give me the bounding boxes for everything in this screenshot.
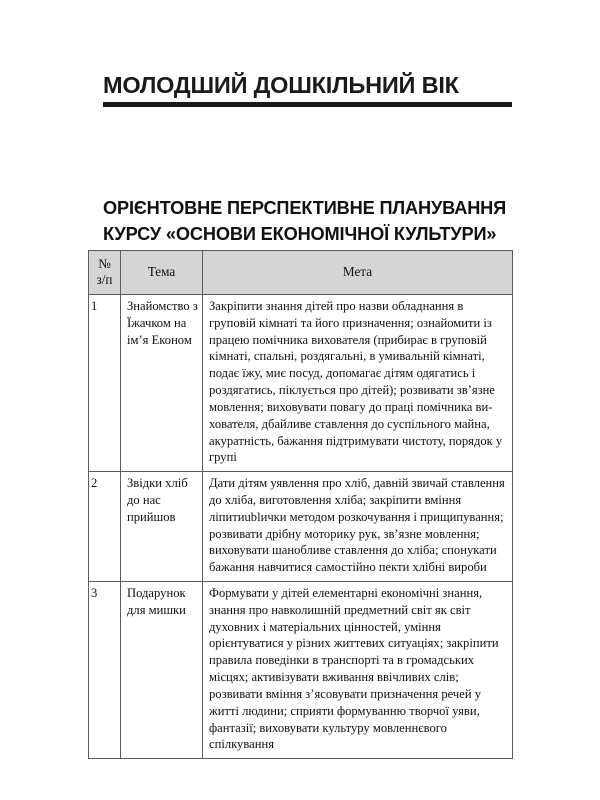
column-header-goal: Мета [203, 251, 513, 295]
column-header-number-line-1: № [98, 256, 111, 272]
cell-goal: Формувати у дітей елементарні економічні знання, знання про навколишній предметний світ як світ духовних і матеріальних цінностей, уміння орієнтуватися у різних життевих ситуаціях; закріпити правила поведінки в транспорті та в громадських місцях; активізувати вживання ввічливих слів; розвивати вміння з’ясовувати призначення речей у житті людини; сприяти формуванню творчої уяви, фантазії; виховувати культуру мовленнєвого спілкування [203, 582, 513, 759]
cell-goal: Закріпити знання дітей про назви обладнання в груповій кімнаті та його призначення; ознайомити із працею помічника вихователя (прибирає в груповій кімнаті, спальні, роздягальні, в умивальній кімнаті, подає їжу, миє посуд, допомагає дітям одягатись і роздягатись, піклується про дітей); розвивати зв’язне мовлення; виховувати повагу до праці помічника вихователя, дбайливе ставлення до суспільного майна, акуратність, бажання підтримувати чистоту, порядок у групі [203, 295, 513, 472]
cell-number: 1 [89, 295, 121, 472]
table-header-row [89, 251, 513, 295]
page-title-line-2: КУРСУ «ОСНОВИ ЕКОНОМІЧНОЇ КУЛЬТУРИ» [103, 223, 497, 244]
cell-theme: Подарунок для мишки [121, 582, 203, 759]
running-head [103, 72, 512, 107]
planning-table [88, 250, 513, 759]
page-title [103, 196, 513, 248]
table-row [89, 582, 513, 759]
column-header-theme: Тема [121, 251, 203, 295]
cell-theme: Знайомство з Їжачком на ім’я Економ [121, 295, 203, 472]
table-header [89, 251, 513, 295]
page-title-line-1: ОРІЄНТОВНЕ ПЕРСПЕКТИВНЕ ПЛАНУВАННЯ [103, 198, 507, 218]
column-header-number-line-2: з/п [96, 272, 113, 287]
column-header-number [89, 251, 121, 295]
running-head-title: МОЛОДШИЙ ДОШКІЛЬНИЙ ВІК [103, 72, 459, 98]
cell-number: 2 [89, 472, 121, 582]
running-head-rule [103, 102, 512, 107]
cell-goal: Дати дітям уявлення про хліб, давній звичай ставлення до хліба, виготовлення хліба; закріпити вміння ліпитиublички методом розкочування і прищипування; розвивати дрібну моторику рук, зв’язне мовлення; виховувати шанобливе ставлення до хліба; спонукати бажання навчитися самостійно пекти хлібні вироби [203, 472, 513, 582]
table-body [89, 295, 513, 759]
cell-number: 3 [89, 582, 121, 759]
table-row [89, 472, 513, 582]
cell-theme: Звідки хліб до нас прийшов [121, 472, 203, 582]
table-row [89, 295, 513, 472]
